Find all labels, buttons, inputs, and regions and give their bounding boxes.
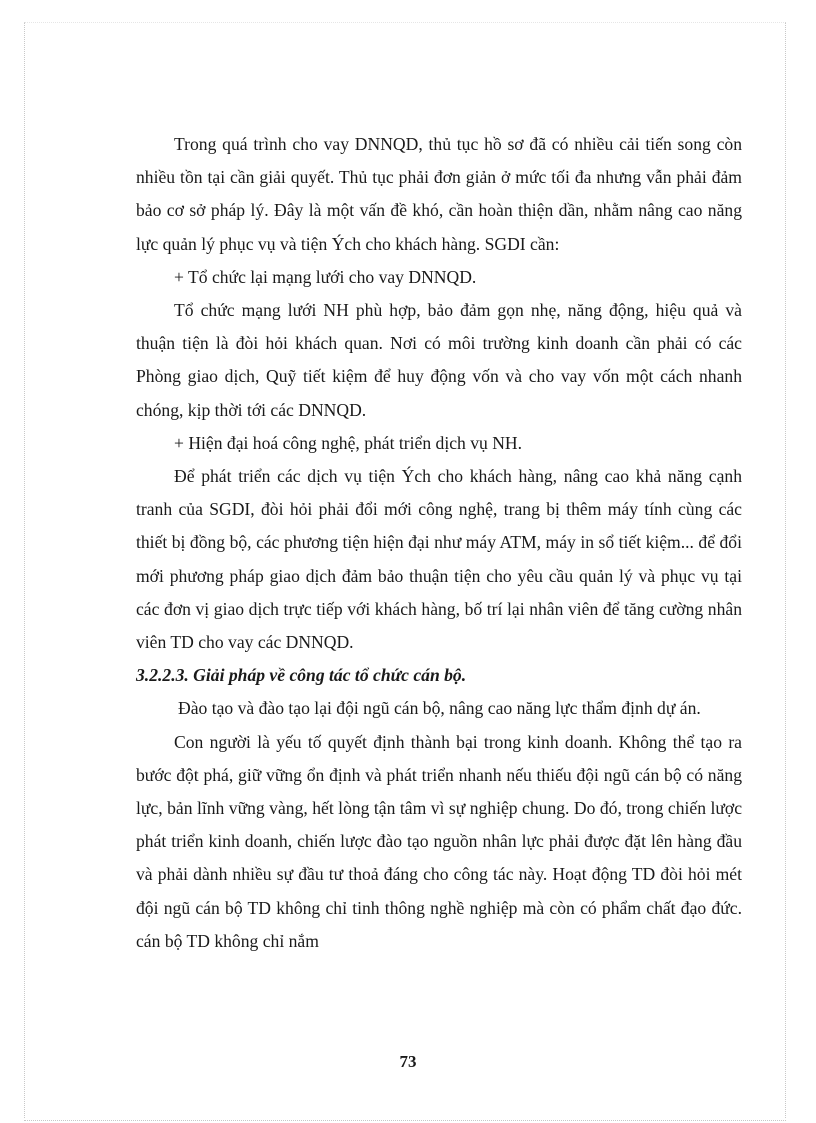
bullet-reorganize-network: + Tổ chức lại mạng lưới cho vay DNNQD. [174, 266, 477, 287]
paragraph-loan-procedures: Trong quá trình cho vay DNNQD, thủ tục hồ sơ đã có nhiều cải tiến song còn nhiều tồn tại cần giải quyết. Thủ tục phải đơn giản ở mức tối đa nhưng vẫn phải đảm bảo cơ sở pháp lý. Đây là một vấn đề khó, cần hoàn thiện dần, nhằm nâng cao năng lực quản lý phục vụ và tiện Ých cho khách hàng. SGDI cần: [136, 134, 742, 254]
bullet-modernize-technology: + Hiện đại hoá công nghệ, phát triển dịch vụ NH. [174, 432, 523, 453]
page-number: 73 [399, 1052, 417, 1071]
section-heading: 3.2.2.3. Giải pháp về công tác tổ chức cán bộ. [136, 665, 467, 686]
paragraph-training: Đào tạo và đào tạo lại đội ngũ cán bộ, nâng cao năng lực thẩm định dự án. [178, 698, 701, 719]
paragraph-network: Tổ chức mạng lưới NH phù hợp, bảo đảm gọn nhẹ, năng động, hiệu quả và thuận tiện là đòi hỏi khách quan. Nơi có môi trường kinh doanh cần phải có các Phòng giao dịch, Quỹ tiết kiệm để huy động vốn và cho vay vốn một cách nhanh chóng, kịp thời tới các DNNQD. [136, 300, 742, 420]
paragraph-technology: Để phát triển các dịch vụ tiện Ých cho khách hàng, nâng cao khả năng cạnh tranh của SGDI, đòi hỏi phải đổi mới công nghệ, trang bị thêm máy tính cùng các thiết bị đồng bộ, các phương tiện hiện đại như máy ATM, máy in sổ tiết kiệm... để đổi mới phương pháp giao dịch đảm bảo thuận tiện cho yêu cầu quản lý và phục vụ tại các đơn vị giao dịch trực tiếp với khách hàng, bố trí lại nhân viên để tăng cường nhân viên TD cho vay các DNNQD. [136, 466, 742, 653]
document-body [136, 128, 742, 958]
paragraph-human-resources: Con người là yếu tố quyết định thành bại trong kinh doanh. Không thể tạo ra bước đột phá, giữ vững ổn định và phát triển nhanh nếu thiếu đội ngũ cán bộ có năng lực, bản lĩnh vững vàng, hết lòng tận tâm vì sự nghiệp chung. Do đó, trong chiến lược phát triển kinh doanh, chiến lược đào tạo nguồn nhân lực phải được đặt lên hàng đầu và phải dành nhiều sự đầu tư thoả đáng cho công tác này. Hoạt động TD đòi hỏi mét đội ngũ cán bộ TD không chỉ tinh thông nghề nghiệp mà còn có phẩm chất đạo đức. cán bộ TD không chỉ nắm [136, 731, 742, 951]
page-bottom-rule [24, 1120, 786, 1121]
